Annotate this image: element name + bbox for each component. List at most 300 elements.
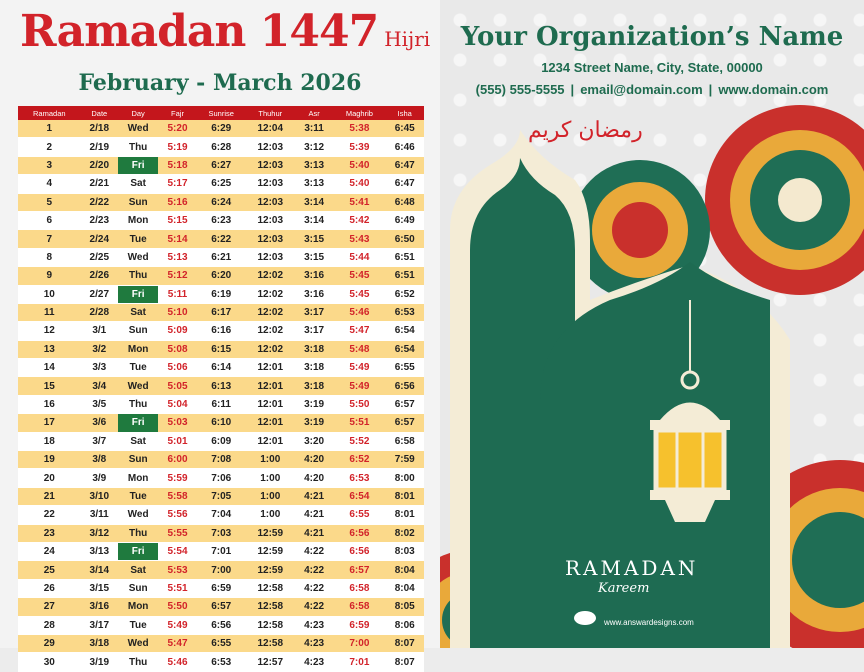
day-cell: Tue (118, 616, 158, 634)
sunrise-cell: 6:21 (197, 248, 246, 266)
asr-cell: 3:17 (295, 303, 333, 321)
day-cell: Thu (118, 267, 158, 285)
maghrib-cell: 7:00 (333, 634, 385, 652)
maghrib-cell: 5:46 (333, 303, 385, 321)
thuhur-cell: 1:00 (246, 469, 295, 487)
maghrib-cell: 5:43 (333, 230, 385, 248)
sunrise-cell: 6:27 (197, 156, 246, 174)
day-cell: Wed (118, 248, 158, 266)
date-cell: 3/16 (81, 598, 118, 616)
column-header: Isha (385, 106, 424, 120)
fajr-cell: 5:51 (158, 579, 196, 597)
isha-cell: 6:55 (385, 359, 424, 377)
ramadan-kareem-calligraphy: رمضان كريم (528, 118, 643, 143)
thuhur-cell: 12:58 (246, 579, 295, 597)
ramadan-cell: 4 (18, 175, 81, 193)
fajr-cell: 5:19 (158, 138, 196, 156)
isha-cell: 6:50 (385, 230, 424, 248)
column-header: Sunrise (197, 106, 246, 120)
ramadan-cell: 8 (18, 248, 81, 266)
table-row (18, 322, 424, 340)
sunrise-cell: 7:04 (197, 506, 246, 524)
thuhur-cell: 12:04 (246, 120, 295, 138)
table-row (18, 451, 424, 469)
day-cell: Sat (118, 432, 158, 450)
isha-cell: 8:04 (385, 561, 424, 579)
table-row (18, 193, 424, 211)
column-header: Asr (295, 106, 333, 120)
day-cell: Fri (118, 414, 158, 432)
asr-cell: 3:19 (295, 395, 333, 413)
designer-website: www.answardesigns.com (604, 618, 694, 627)
fajr-cell: 5:12 (158, 267, 196, 285)
ramadan-cell: 24 (18, 542, 81, 560)
maghrib-cell: 6:56 (333, 524, 385, 542)
sunrise-cell: 6:57 (197, 598, 246, 616)
table-row (18, 267, 424, 285)
ramadan-cell: 18 (18, 432, 81, 450)
date-cell: 3/2 (81, 340, 118, 358)
table-row (18, 634, 424, 652)
thuhur-cell: 12:02 (246, 267, 295, 285)
thuhur-cell: 1:00 (246, 487, 295, 505)
fajr-cell: 5:59 (158, 469, 196, 487)
fajr-cell: 5:47 (158, 634, 196, 652)
column-header: Thuhur (246, 106, 295, 120)
fajr-cell: 5:09 (158, 322, 196, 340)
ramadan-cell: 17 (18, 414, 81, 432)
fajr-cell: 5:05 (158, 377, 196, 395)
isha-cell: 6:46 (385, 138, 424, 156)
fajr-cell: 5:18 (158, 156, 196, 174)
sunrise-cell: 6:16 (197, 322, 246, 340)
day-cell: Thu (118, 395, 158, 413)
day-cell: Thu (118, 524, 158, 542)
isha-cell: 6:49 (385, 211, 424, 229)
ramadan-cell: 16 (18, 395, 81, 413)
thuhur-cell: 12:03 (246, 211, 295, 229)
isha-cell: 7:59 (385, 451, 424, 469)
thuhur-cell: 12:03 (246, 230, 295, 248)
sunrise-cell: 6:24 (197, 193, 246, 211)
column-header: Maghrib (333, 106, 385, 120)
sunrise-cell: 6:19 (197, 285, 246, 303)
column-header: Ramadan (18, 106, 81, 120)
maghrib-cell: 5:40 (333, 156, 385, 174)
ramadan-cell: 7 (18, 230, 81, 248)
ramadan-cell: 13 (18, 340, 81, 358)
asr-cell: 3:20 (295, 432, 333, 450)
thuhur-cell: 12:58 (246, 616, 295, 634)
maghrib-cell: 5:38 (333, 120, 385, 138)
table-row (18, 395, 424, 413)
ramadan-cell: 10 (18, 285, 81, 303)
sunrise-cell: 7:06 (197, 469, 246, 487)
ramadan-cell: 28 (18, 616, 81, 634)
date-cell: 3/12 (81, 524, 118, 542)
date-cell: 3/17 (81, 616, 118, 634)
day-cell: Wed (118, 506, 158, 524)
ramadan-cell: 19 (18, 451, 81, 469)
isha-cell: 8:00 (385, 469, 424, 487)
organization-contact: (555) 555-5555 | email@domain.com | www.domain.com (475, 82, 829, 97)
ramadan-cell: 29 (18, 634, 81, 652)
day-cell: Wed (118, 634, 158, 652)
maghrib-cell: 5:48 (333, 340, 385, 358)
ramadan-cell: 26 (18, 579, 81, 597)
asr-cell: 3:18 (295, 340, 333, 358)
fajr-cell: 5:06 (158, 359, 196, 377)
table-row (18, 561, 424, 579)
date-cell: 3/4 (81, 377, 118, 395)
asr-cell: 4:23 (295, 653, 333, 671)
maghrib-cell: 5:52 (333, 432, 385, 450)
ramadan-cell: 23 (18, 524, 81, 542)
day-cell: Mon (118, 211, 158, 229)
date-cell: 3/8 (81, 451, 118, 469)
table-row (18, 377, 424, 395)
date-cell: 2/24 (81, 230, 118, 248)
ramadan-cell: 22 (18, 506, 81, 524)
prayer-timetable (18, 106, 424, 672)
sunrise-cell: 6:55 (197, 634, 246, 652)
ramadan-cell: 1 (18, 120, 81, 138)
fajr-cell: 5:08 (158, 340, 196, 358)
sunrise-cell: 7:08 (197, 451, 246, 469)
fajr-cell: 5:17 (158, 175, 196, 193)
isha-cell: 6:58 (385, 432, 424, 450)
asr-cell: 4:22 (295, 579, 333, 597)
website-link[interactable]: www.domain.com (718, 82, 829, 97)
sunrise-cell: 6:13 (197, 377, 246, 395)
maghrib-cell: 6:53 (333, 469, 385, 487)
date-cell: 2/25 (81, 248, 118, 266)
isha-cell: 8:06 (385, 616, 424, 634)
date-cell: 3/7 (81, 432, 118, 450)
thuhur-cell: 12:01 (246, 395, 295, 413)
isha-cell: 8:03 (385, 542, 424, 560)
email-link[interactable]: email@domain.com (580, 82, 703, 97)
table-body (18, 120, 424, 671)
phone: (555) 555-5555 (475, 82, 565, 97)
table-row (18, 598, 424, 616)
thuhur-cell: 12:01 (246, 359, 295, 377)
date-cell: 2/27 (81, 285, 118, 303)
date-cell: 3/13 (81, 542, 118, 560)
ramadan-year-title: Ramadan 1447 (20, 6, 379, 57)
fajr-cell: 5:53 (158, 561, 196, 579)
thuhur-cell: 12:02 (246, 322, 295, 340)
fajr-cell: 5:54 (158, 542, 196, 560)
asr-cell: 4:21 (295, 524, 333, 542)
ramadan-text: RAMADAN (565, 556, 699, 580)
day-cell: Tue (118, 359, 158, 377)
fajr-cell: 5:13 (158, 248, 196, 266)
date-cell: 2/23 (81, 211, 118, 229)
fajr-cell: 5:03 (158, 414, 196, 432)
isha-cell: 6:56 (385, 377, 424, 395)
ramadan-cell: 6 (18, 211, 81, 229)
asr-cell: 4:21 (295, 506, 333, 524)
sunrise-cell: 6:53 (197, 653, 246, 671)
thuhur-cell: 1:00 (246, 506, 295, 524)
day-cell: Thu (118, 138, 158, 156)
ramadan-cell: 5 (18, 193, 81, 211)
ramadan-cell: 27 (18, 598, 81, 616)
thuhur-cell: 12:03 (246, 138, 295, 156)
hijri-label: Hijri (384, 27, 431, 51)
asr-cell: 4:22 (295, 542, 333, 560)
asr-cell: 4:23 (295, 616, 333, 634)
column-header: Fajr (158, 106, 196, 120)
fajr-cell: 5:58 (158, 487, 196, 505)
day-cell: Mon (118, 340, 158, 358)
thuhur-cell: 1:00 (246, 451, 295, 469)
ramadan-cell: 25 (18, 561, 81, 579)
date-cell: 3/18 (81, 634, 118, 652)
asr-cell: 3:19 (295, 414, 333, 432)
date-cell: 2/22 (81, 193, 118, 211)
isha-cell: 8:01 (385, 506, 424, 524)
fajr-cell: 5:20 (158, 120, 196, 138)
maghrib-cell: 6:55 (333, 506, 385, 524)
maghrib-cell: 5:50 (333, 395, 385, 413)
sunrise-cell: 6:28 (197, 138, 246, 156)
isha-cell: 8:04 (385, 579, 424, 597)
table-row (18, 156, 424, 174)
fajr-cell: 5:15 (158, 211, 196, 229)
fajr-cell: 5:49 (158, 616, 196, 634)
sunrise-cell: 6:59 (197, 579, 246, 597)
asr-cell: 4:22 (295, 598, 333, 616)
isha-cell: 8:07 (385, 634, 424, 652)
maghrib-cell: 7:01 (333, 653, 385, 671)
maghrib-cell: 5:41 (333, 193, 385, 211)
table-header-row (18, 106, 424, 120)
thuhur-cell: 12:03 (246, 156, 295, 174)
ramadan-cell: 3 (18, 156, 81, 174)
date-cell: 3/9 (81, 469, 118, 487)
date-cell: 2/20 (81, 156, 118, 174)
sunrise-cell: 7:00 (197, 561, 246, 579)
date-cell: 3/14 (81, 561, 118, 579)
table-row (18, 487, 424, 505)
day-cell: Mon (118, 469, 158, 487)
fajr-cell: 5:56 (158, 506, 196, 524)
asr-cell: 3:17 (295, 322, 333, 340)
column-header: Day (118, 106, 158, 120)
date-cell: 3/3 (81, 359, 118, 377)
day-cell: Mon (118, 598, 158, 616)
thuhur-cell: 12:59 (246, 561, 295, 579)
isha-cell: 6:52 (385, 285, 424, 303)
isha-cell: 6:53 (385, 303, 424, 321)
ramadan-cell: 20 (18, 469, 81, 487)
maghrib-cell: 5:49 (333, 377, 385, 395)
fajr-cell: 5:50 (158, 598, 196, 616)
sunrise-cell: 7:05 (197, 487, 246, 505)
table-row (18, 285, 424, 303)
sunrise-cell: 7:01 (197, 542, 246, 560)
thuhur-cell: 12:59 (246, 542, 295, 560)
table-row (18, 506, 424, 524)
thuhur-cell: 12:03 (246, 175, 295, 193)
maghrib-cell: 6:54 (333, 487, 385, 505)
date-cell: 2/21 (81, 175, 118, 193)
thuhur-cell: 12:02 (246, 340, 295, 358)
isha-cell: 6:57 (385, 395, 424, 413)
ramadan-cell: 11 (18, 303, 81, 321)
table-row (18, 653, 424, 671)
organization-block (440, 0, 864, 648)
asr-cell: 3:15 (295, 230, 333, 248)
isha-cell: 8:02 (385, 524, 424, 542)
table-row (18, 524, 424, 542)
date-cell: 3/15 (81, 579, 118, 597)
thuhur-cell: 12:57 (246, 653, 295, 671)
isha-cell: 6:57 (385, 414, 424, 432)
fajr-cell: 5:14 (158, 230, 196, 248)
table-row (18, 120, 424, 138)
fajr-cell: 5:11 (158, 285, 196, 303)
maghrib-cell: 6:57 (333, 561, 385, 579)
asr-cell: 3:18 (295, 377, 333, 395)
date-cell: 3/19 (81, 653, 118, 671)
date-cell: 2/28 (81, 303, 118, 321)
fajr-cell: 5:55 (158, 524, 196, 542)
maghrib-cell: 5:40 (333, 175, 385, 193)
table-row (18, 579, 424, 597)
day-cell: Sun (118, 193, 158, 211)
date-cell: 3/1 (81, 322, 118, 340)
table-row (18, 432, 424, 450)
asr-cell: 4:21 (295, 487, 333, 505)
isha-cell: 6:47 (385, 175, 424, 193)
day-cell: Sat (118, 175, 158, 193)
day-cell: Sun (118, 451, 158, 469)
isha-cell: 6:45 (385, 120, 424, 138)
day-cell: Sun (118, 579, 158, 597)
isha-cell: 6:48 (385, 193, 424, 211)
ramadan-cell: 9 (18, 267, 81, 285)
thuhur-cell: 12:59 (246, 524, 295, 542)
day-cell: Fri (118, 156, 158, 174)
maghrib-cell: 5:44 (333, 248, 385, 266)
thuhur-cell: 12:02 (246, 303, 295, 321)
thuhur-cell: 12:03 (246, 248, 295, 266)
isha-cell: 6:54 (385, 340, 424, 358)
thuhur-cell: 12:03 (246, 193, 295, 211)
day-cell: Fri (118, 542, 158, 560)
asr-cell: 3:14 (295, 193, 333, 211)
ramadan-cell: 30 (18, 653, 81, 671)
day-cell: Tue (118, 230, 158, 248)
fajr-cell: 5:16 (158, 193, 196, 211)
title (20, 6, 430, 66)
fajr-cell: 6:00 (158, 451, 196, 469)
ramadan-cell: 2 (18, 138, 81, 156)
day-cell: Wed (118, 377, 158, 395)
date-cell: 2/18 (81, 120, 118, 138)
thuhur-cell: 12:58 (246, 634, 295, 652)
table-row (18, 138, 424, 156)
sunrise-cell: 6:29 (197, 120, 246, 138)
table-row (18, 230, 424, 248)
table-row (18, 414, 424, 432)
sunrise-cell: 6:11 (197, 395, 246, 413)
asr-cell: 3:14 (295, 211, 333, 229)
table-row (18, 248, 424, 266)
maghrib-cell: 6:56 (333, 542, 385, 560)
day-cell: Sun (118, 322, 158, 340)
isha-cell: 6:54 (385, 322, 424, 340)
isha-cell: 6:47 (385, 156, 424, 174)
asr-cell: 4:20 (295, 469, 333, 487)
maghrib-cell: 5:45 (333, 285, 385, 303)
organization-name: Your Organization’s Name (460, 22, 844, 52)
kareem-text: Kareem (598, 581, 650, 596)
date-cell: 2/19 (81, 138, 118, 156)
asr-cell: 3:15 (295, 248, 333, 266)
sunrise-cell: 6:14 (197, 359, 246, 377)
table-row (18, 616, 424, 634)
sunrise-cell: 6:15 (197, 340, 246, 358)
asr-cell: 4:23 (295, 634, 333, 652)
isha-cell: 6:51 (385, 248, 424, 266)
sunrise-cell: 7:03 (197, 524, 246, 542)
maghrib-cell: 5:51 (333, 414, 385, 432)
day-cell: Sat (118, 561, 158, 579)
maghrib-cell: 6:58 (333, 598, 385, 616)
ramadan-cell: 15 (18, 377, 81, 395)
table-row (18, 340, 424, 358)
isha-cell: 8:01 (385, 487, 424, 505)
date-cell: 3/11 (81, 506, 118, 524)
maghrib-cell: 5:47 (333, 322, 385, 340)
asr-cell: 3:16 (295, 267, 333, 285)
thuhur-cell: 12:58 (246, 598, 295, 616)
date-cell: 3/5 (81, 395, 118, 413)
maghrib-cell: 5:45 (333, 267, 385, 285)
maghrib-cell: 6:52 (333, 451, 385, 469)
sunrise-cell: 6:23 (197, 211, 246, 229)
isha-cell: 8:05 (385, 598, 424, 616)
asr-cell: 3:16 (295, 285, 333, 303)
asr-cell: 4:22 (295, 561, 333, 579)
ramadan-cell: 21 (18, 487, 81, 505)
isha-cell: 8:07 (385, 653, 424, 671)
day-cell: Sat (118, 303, 158, 321)
sunrise-cell: 6:09 (197, 432, 246, 450)
sunrise-cell: 6:22 (197, 230, 246, 248)
day-cell: Wed (118, 120, 158, 138)
maghrib-cell: 6:58 (333, 579, 385, 597)
asr-cell: 3:11 (295, 120, 333, 138)
date-cell: 3/6 (81, 414, 118, 432)
fajr-cell: 5:01 (158, 432, 196, 450)
column-header: Date (81, 106, 118, 120)
fajr-cell: 5:10 (158, 303, 196, 321)
asr-cell: 3:13 (295, 175, 333, 193)
date-cell: 3/10 (81, 487, 118, 505)
sunrise-cell: 6:20 (197, 267, 246, 285)
thuhur-cell: 12:02 (246, 285, 295, 303)
asr-cell: 4:20 (295, 451, 333, 469)
sunrise-cell: 6:17 (197, 303, 246, 321)
fajr-cell: 5:04 (158, 395, 196, 413)
sunrise-cell: 6:56 (197, 616, 246, 634)
isha-cell: 6:51 (385, 267, 424, 285)
